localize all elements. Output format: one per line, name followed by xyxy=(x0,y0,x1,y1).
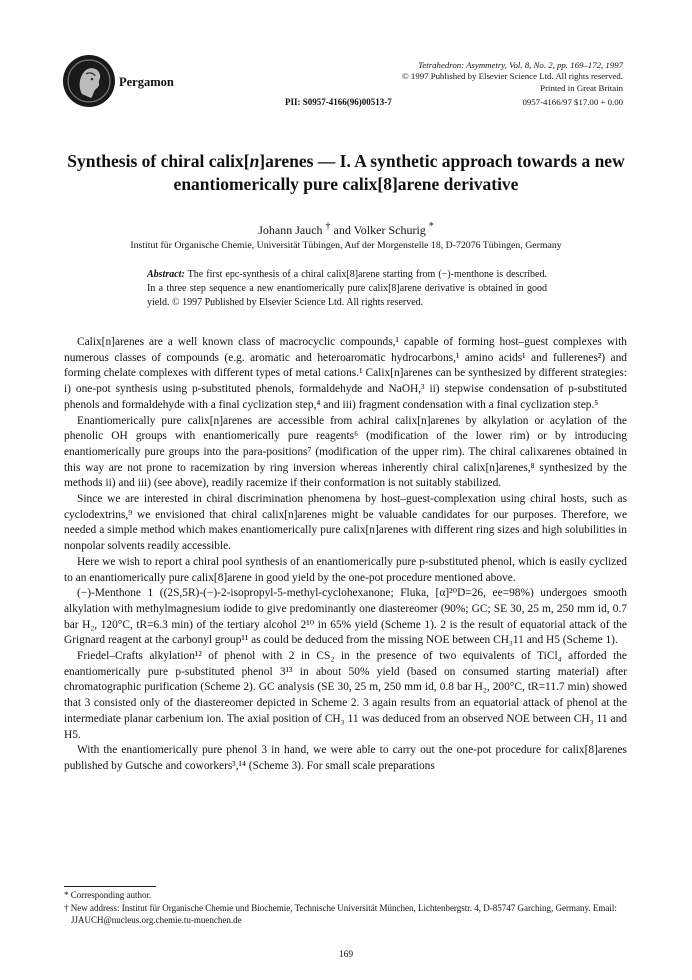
footnotes xyxy=(64,889,627,927)
journal-info xyxy=(263,60,623,94)
article-body xyxy=(64,335,627,775)
title-n: n xyxy=(249,151,260,171)
publisher-name: Pergamon xyxy=(119,75,174,89)
footnote-rule xyxy=(64,886,156,887)
author-1-mark: † xyxy=(325,221,331,232)
footnote-new-address: † New address: Institut für Organische Chemie und Biochemie, Technische Universität München, Lichtenbergstr. 4, D-85747 Garching, Germany. Email: JJAUCH@nucleus.org.chemie.tu-muenchen.de xyxy=(64,902,617,925)
printed-in: Printed in Great Britain xyxy=(540,82,623,93)
affiliation: Institut für Organische Chemie, Universität Tübingen, Auf der Morgenstelle 18, D-72076 Tübingen, Germany xyxy=(130,240,562,251)
abstract-label: Abstract: xyxy=(147,269,185,280)
abstract-text: The first epc-synthesis of a chiral calix[8]arene starting from (−)-menthone is described. In a three step sequence a new enantiomerically pure calix[8]arene derivative is obtained in good yield. © 1997 Published by Elsevier Science Ltd. All rights reserved. xyxy=(147,269,547,308)
page-number: 169 xyxy=(338,950,354,960)
author-join: and xyxy=(333,223,351,237)
author-2-mark: * xyxy=(428,221,434,232)
title-part-2: ]arenes — I. A synthetic approach towards a new enantiomerically pure calix[8]arene derivative xyxy=(173,151,625,194)
body-paragraph-1: Calix[n]arenes are a well known class of macrocyclic compounds,¹ capable of forming host–guest complexes with numerous classes of compounds (e.g. aromatic and heteroaromatic hydrocarbons,¹ amino acids¹ and fullerenes²) and forming chelate complexes with different types of metal cations.¹ Calix[n]arenes can be synthesized by different strategies: i) one-pot synthesis using p-substituted phenols, formaldehyde and NaOH,³ ii) stepwise condensation of p-substituted phenols and formaldehyde with a final cyclization step,⁴ and iii) fragment condensation with a final cyclization step.⁵ xyxy=(64,336,627,411)
pii-code: PII: S0957-4166(96)00513-7 xyxy=(285,97,392,107)
body-paragraph-6: Friedel–Crafts alkylation¹² of phenol with 2 in CS₂ in the presence of two equivalents of TiCl₄ afforded the enantiomerically pure p-substituted phenol 3¹³ in about 50% yield (based on consumed starting material) after chromatographic purification (Scheme 2). GC analysis (SE 30, 25 m, 250 mm id, 0.8 bar H₂, 200°C, tR=11.7 min) showed that 3 consisted only of the diastereomer depicted in Scheme 2. 3 again results from an equatorial attack of phenol at the intermediate planar carbenium ion. The axial position of CH₃ 11 was deduced from an observed NOE between CH₃ 11 and H5. xyxy=(64,650,627,741)
article-title xyxy=(40,150,652,196)
author-list xyxy=(40,221,652,238)
body-paragraph-3: Since we are interested in chiral discrimination phenomena by host–guest-complexation using chiral hosts, such as cyclodextrins,⁹ we envisioned that chiral calix[n]arenes might be valuable candidates for our purposes. Therefore, we needed a simple method which makes enantiomerically pure calix[n]arenes with different ring sizes and high solubilities in nonpolar solvents readily accessible. xyxy=(64,493,627,553)
body-paragraph-5: (−)-Menthone 1 ((2S,5R)-(−)-2-isopropyl-5-methyl-cyclohexanone; Fluka, [α]²⁰D=26, ee=98%) undergoes smooth alkylation with methylmagnesium iodide to give predominantly one diastereomer (90%; GC; SE 30, 25 m, 250 mm id, 0.7 bar H₂, 120°C, tR=6.3 min) of the tertiary alcohol 2¹⁰ in 65% yield (Scheme 1). 2 is the result of equatorial attack of the Grignard reagent at the carbonyl group¹¹ as could be deduced from the missing NOE between CH₃11 and H5 (Scheme 1). xyxy=(64,587,627,647)
title-part-1: Synthesis of chiral calix[ xyxy=(67,151,250,171)
body-paragraph-2: Enantiomerically pure calix[n]arenes are accessible from achiral calix[n]arenes by alkylation or acylation of the phenolic OH groups with enantiomerically pure reagents⁶ (modification of the lower rim) or by introducing enantiomerically pure groups into the para-positions⁷ (modification of the upper rim). The chiral calixarenes obtained in this way are not prone to racemization by ring inversion whereas inherently chiral calix[n]arenes,⁸ synthesized by the methods ii) and iii) (see above), readily racemize if their conformation is not suitably stabilized. xyxy=(64,414,627,490)
body-paragraph-7: With the enantiomerically pure phenol 3 in hand, we were able to carry out the one-pot procedure for calix[8]arenes published by Gutsche and coworkers³,¹⁴ (Scheme 3). For small scale preparations xyxy=(64,744,627,772)
author-2: Volker Schurig xyxy=(353,223,426,237)
abstract xyxy=(147,268,547,310)
issn-price: 0957-4166/97 $17.00 + 0.00 xyxy=(522,97,623,107)
author-1: Johann Jauch xyxy=(258,223,323,237)
copyright-notice: © 1997 Published by Elsevier Science Ltd. All rights reserved. xyxy=(402,71,623,82)
journal-citation: Tetrahedron: Asymmetry, Vol. 8, No. 2, pp. 169–172, 1997 xyxy=(418,60,623,70)
pergamon-logo-icon xyxy=(62,54,116,108)
footnote-corresponding: * Corresponding author. xyxy=(64,890,152,900)
body-paragraph-4: Here we wish to report a chiral pool synthesis of an enantiomerically pure p-substituted phenol, which is easily cyclized to an enantiomerically pure calix[8]arene in good yield by the one-pot procedure mentioned above. xyxy=(64,555,627,584)
